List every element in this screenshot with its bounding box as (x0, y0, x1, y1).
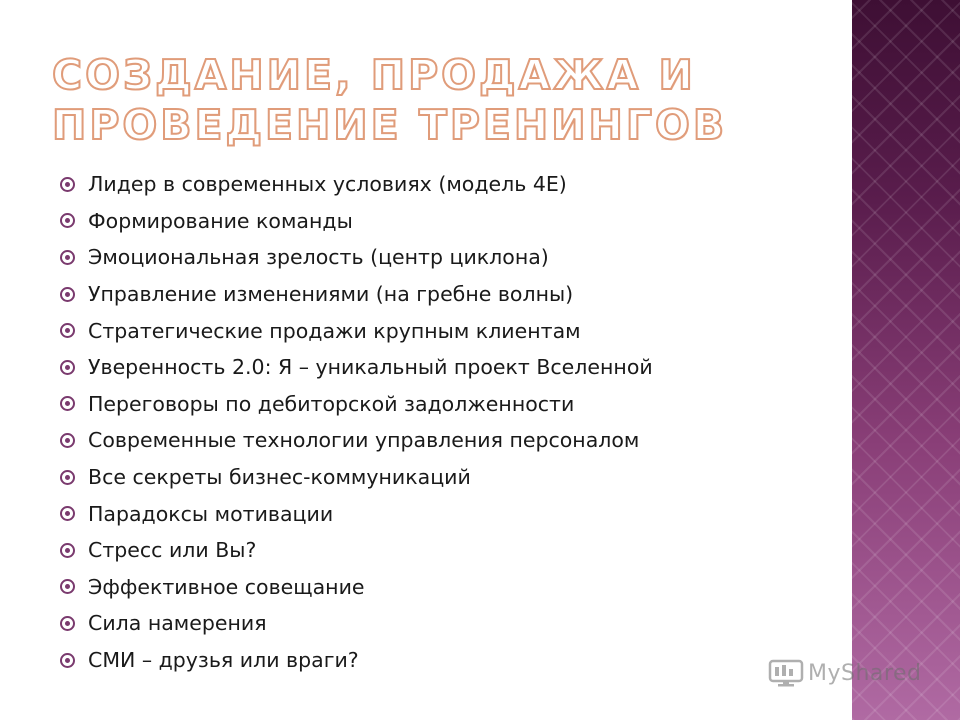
slide-title (52, 50, 832, 150)
circled-dot-icon (60, 506, 75, 521)
title-line-2: ПРОВЕДЕНИЕ ТРЕНИНГОВ (52, 101, 728, 149)
circled-dot-icon (60, 396, 75, 411)
list-item (60, 422, 840, 459)
list-item-text: Стресс или Вы? (88, 538, 257, 563)
list-item (60, 386, 840, 423)
list-item-text: Уверенность 2.0: Я – уникальный проект Вселенной (88, 355, 653, 380)
decorative-side-panel (852, 0, 960, 720)
list-item-text: Лидер в современных условиях (модель 4Е) (88, 172, 567, 197)
watermark-text: MyShared (808, 660, 922, 686)
list-item (60, 569, 840, 606)
list-item-text: Современные технологии управления персоналом (88, 428, 640, 453)
circled-dot-icon (60, 470, 75, 485)
bullet-list (60, 166, 840, 678)
circled-dot-icon (60, 250, 75, 265)
list-item-text: Стратегические продажи крупным клиентам (88, 318, 581, 343)
circled-dot-icon (60, 543, 75, 558)
list-item (60, 642, 840, 679)
list-item-text: Все секреты бизнес-коммуникаций (88, 465, 471, 490)
list-item-text: Формирование команды (88, 208, 353, 233)
list-item-text: Парадоксы мотивации (88, 501, 334, 526)
list-item (60, 495, 840, 532)
list-item-text: СМИ – друзья или враги? (88, 648, 359, 673)
title-line-1: СОЗДАНИЕ, ПРОДАЖА И (52, 51, 696, 99)
list-item (60, 239, 840, 276)
circled-dot-icon (60, 213, 75, 228)
circled-dot-icon (60, 323, 75, 338)
list-item-text: Управление изменениями (на гребне волны) (88, 282, 574, 307)
list-item (60, 349, 840, 386)
list-item-text: Эффективное совещание (88, 574, 365, 599)
circled-dot-icon (60, 287, 75, 302)
circled-dot-icon (60, 653, 75, 668)
list-item (60, 166, 840, 203)
circled-dot-icon (60, 433, 75, 448)
list-item (60, 605, 840, 642)
watermark (768, 658, 921, 688)
list-item (60, 203, 840, 240)
myshared-logo-icon (768, 658, 804, 688)
list-item (60, 459, 840, 496)
circled-dot-icon (60, 177, 75, 192)
list-item-text: Переговоры по дебиторской задолженности (88, 391, 575, 416)
list-item (60, 312, 840, 349)
list-item-text: Эмоциональная зрелость (центр циклона) (88, 245, 549, 270)
list-item-text: Сила намерения (88, 611, 267, 636)
list-item (60, 532, 840, 569)
circled-dot-icon (60, 360, 75, 375)
circled-dot-icon (60, 616, 75, 631)
circled-dot-icon (60, 579, 75, 594)
list-item (60, 276, 840, 313)
